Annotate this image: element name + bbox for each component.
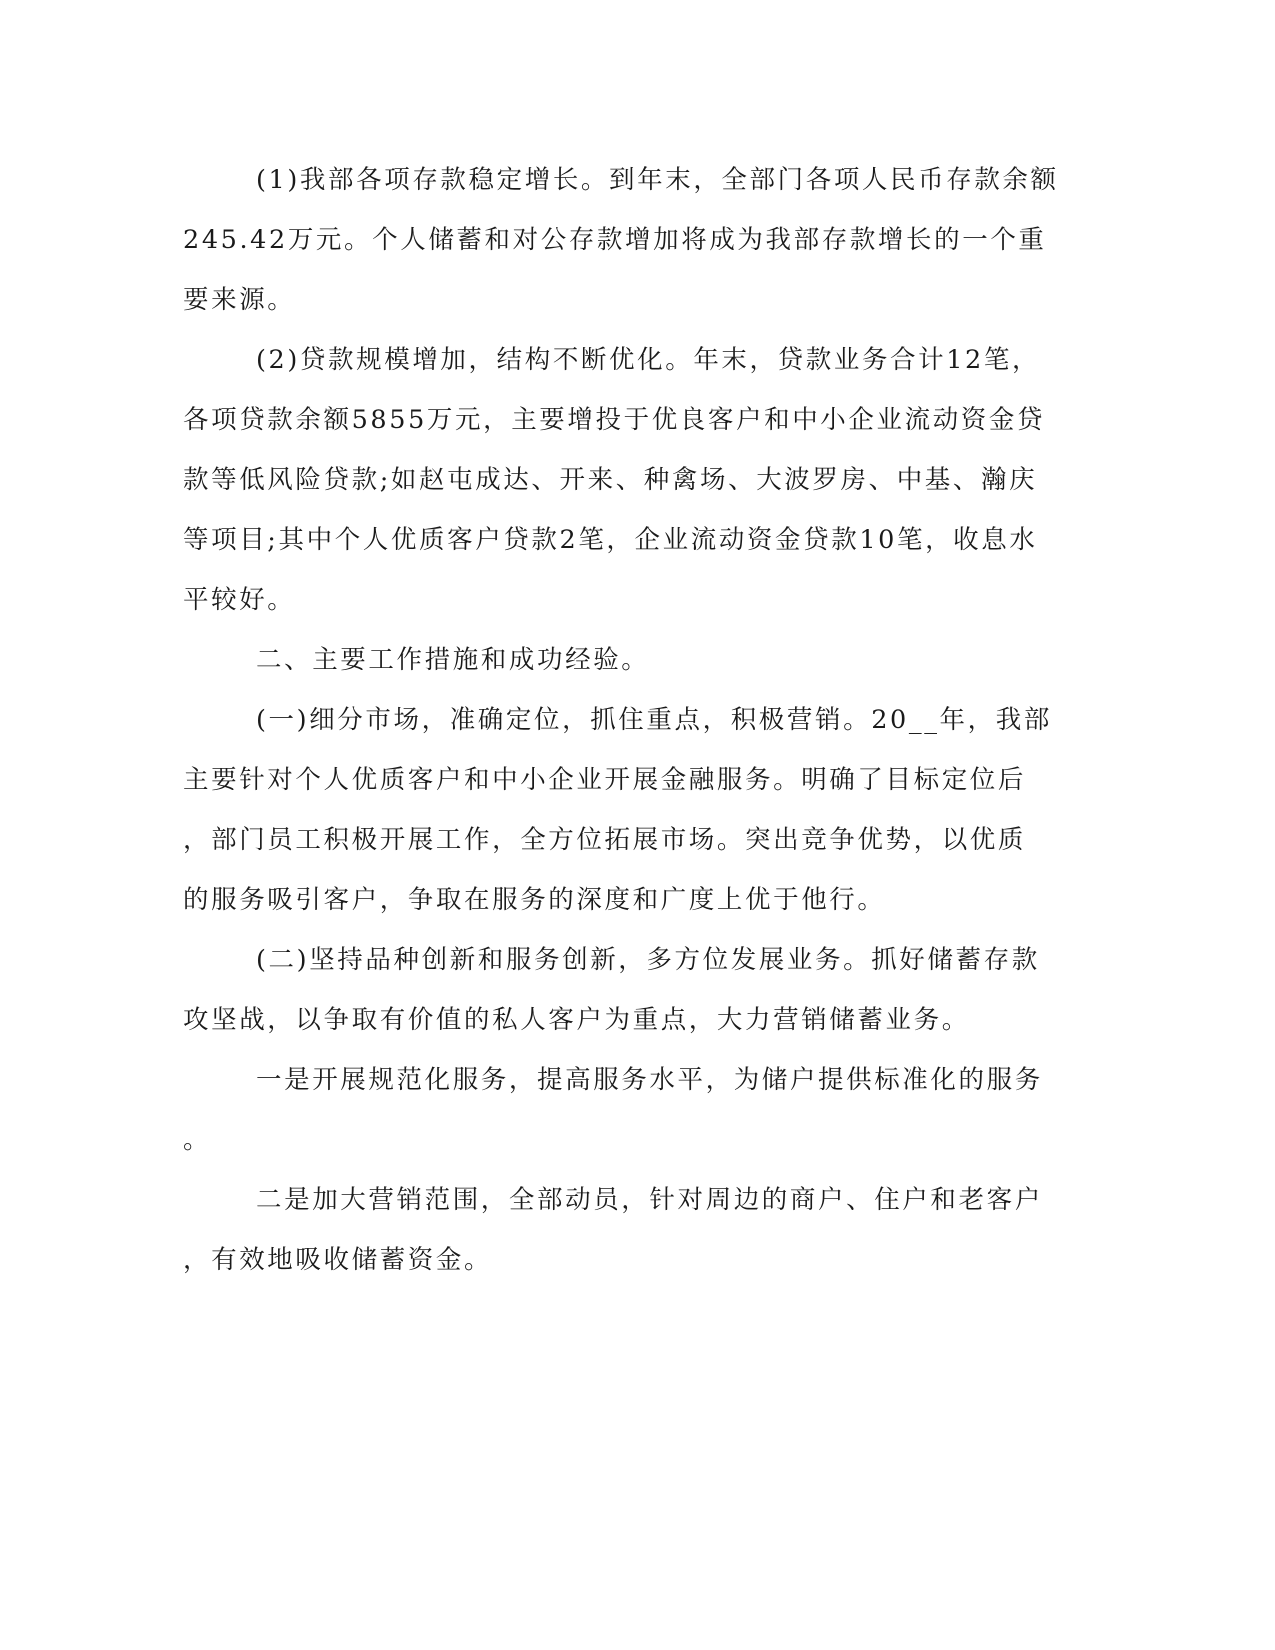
paragraph-deposit-growth-line-2: 245.42万元。个人储蓄和对公存款增加将成为我部存款增长的一个重: [183, 225, 1047, 255]
paragraph-innovation-line-2: 攻坚战，以争取有价值的私人客户为重点，大力营销储蓄业务。: [183, 1005, 970, 1035]
paragraph-loan-scale-line-4: 等项目;其中个人优质客户贷款2笔，企业流动资金贷款10笔，收息水: [183, 525, 1038, 555]
paragraph-loan-scale-line-3: 款等低风险贷款;如赵屯成达、开来、种禽场、大波罗房、中基、瀚庆: [183, 465, 1038, 495]
paragraph-market-segmentation-line-1: (一)细分市场，准确定位，抓住重点，积极营销。20__年，我部: [256, 705, 1052, 735]
paragraph-market-segmentation-line-2: 主要针对个人优质客户和中小企业开展金融服务。明确了目标定位后: [183, 765, 1027, 795]
paragraph-loan-scale-line-2: 各项贷款余额5855万元，主要增投于优良客户和中小企业流动资金贷: [183, 405, 1046, 435]
paragraph-deposit-growth-line-1: (1)我部各项存款稳定增长。到年末，全部门各项人民币存款余额: [256, 165, 1059, 195]
paragraph-loan-scale-line-5: 平较好。: [183, 585, 296, 615]
paragraph-loan-scale-line-1: (2)贷款规模增加，结构不断优化。年末，贷款业务合计12笔，: [256, 345, 1041, 375]
paragraph-deposit-growth-line-3: 要来源。: [183, 285, 296, 315]
paragraph-standard-service-line-1: 一是开展规范化服务，提高服务水平，为储户提供标准化的服务: [256, 1065, 1043, 1095]
section-heading-measures: 二、主要工作措施和成功经验。: [256, 645, 650, 675]
paragraph-market-segmentation-line-3: ，部门员工积极开展工作，全方位拓展市场。突出竞争优势，以优质: [183, 825, 1027, 855]
paragraph-market-segmentation-line-4: 的服务吸引客户，争取在服务的深度和广度上优于他行。: [183, 885, 886, 915]
paragraph-marketing-scope-line-1: 二是加大营销范围，全部动员，针对周边的商户、住户和老客户: [256, 1185, 1043, 1215]
paragraph-standard-service-line-2: 。: [183, 1125, 212, 1155]
paragraph-innovation-line-1: (二)坚持品种创新和服务创新，多方位发展业务。抓好储蓄存款: [256, 945, 1040, 975]
paragraph-marketing-scope-line-2: ，有效地吸收储蓄资金。: [183, 1245, 493, 1275]
document-body: [183, 150, 1059, 1290]
